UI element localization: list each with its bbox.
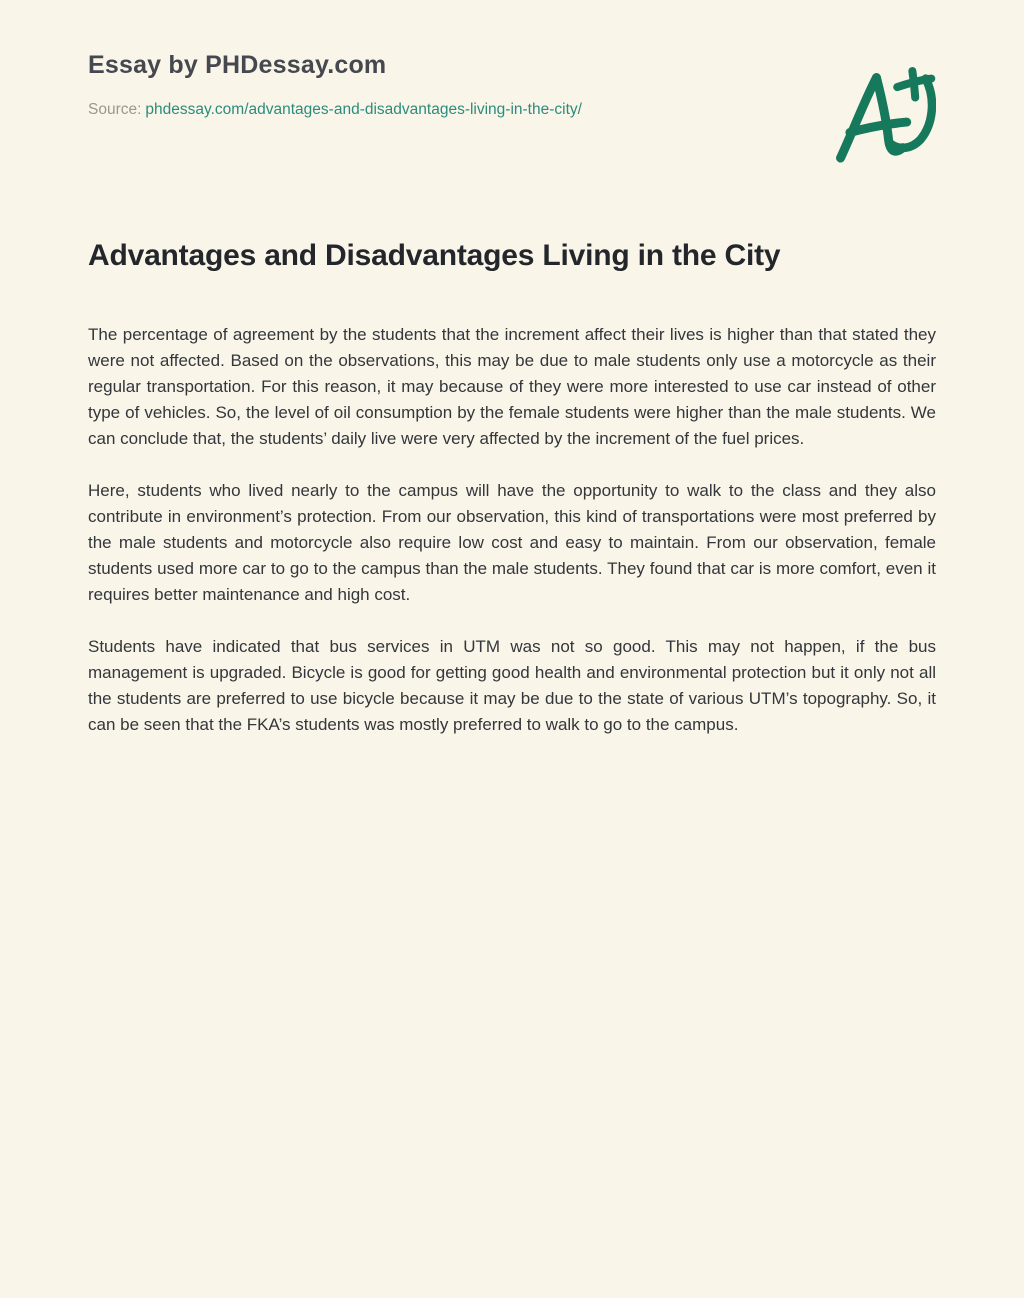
page-header bbox=[88, 50, 936, 166]
aplus-logo-icon bbox=[832, 64, 936, 166]
essay-paragraph-1: The percentage of agreement by the students that the increment affect their lives is higher than that stated they were not affected. Based on the observations, this may be due to male students only use a motorcycle as their regular transportation. For this reason, it may because of they were more interested to use car instead of other type of vehicles. So, the level of oil consumption by the female students were higher than the male students. We can conclude that, the students’ daily live were very affected by the increment of the fuel prices. bbox=[88, 325, 936, 448]
essay-title: Advantages and Disadvantages Living in the City bbox=[88, 239, 781, 272]
source-label: Source: bbox=[88, 101, 142, 118]
essay-paragraph-3: Students have indicated that bus services in UTM was not so good. This may not happen, if the bus management is upgraded. Bicycle is good for getting good health and environmental protection but it only not all the students are preferred to use bicycle because it may be due to the state of various UTM’s topography. So, it can be seen that the FKA’s students was mostly preferred to walk to go to the campus. bbox=[88, 637, 936, 734]
source-link[interactable]: phdessay.com/advantages-and-disadvantages-living-in-the-city/ bbox=[145, 101, 582, 118]
site-title: Essay by PHDessay.com bbox=[88, 51, 387, 79]
header-text-block bbox=[88, 50, 582, 119]
source-line bbox=[88, 100, 582, 119]
essay-paragraph-2: Here, students who lived nearly to the campus will have the opportunity to walk to the class and they also contribute in environment’s protection. From our observation, this kind of transportations were most preferred by the male students and motorcycle also require low cost and easy to maintain. From our observation, female students used more car to go to the campus than the male students. They found that car is more comfort, even it requires better maintenance and high cost. bbox=[88, 481, 936, 604]
